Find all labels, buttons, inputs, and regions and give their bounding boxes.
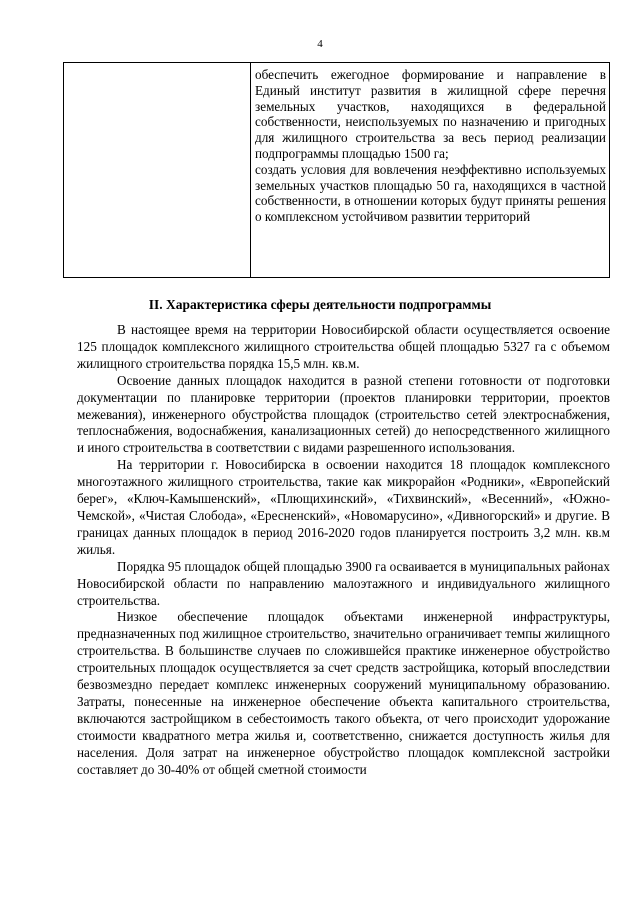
body-paragraph: Низкое обеспечение площадок объектами инженерной инфраструктуры, предназначенных под жилищное строительство, значительно ограничивает темпы жилищного строительства. В большинстве случаев по сложившейся практике инженерное обустройство строительных площадок осуществляется за счет средств застройщика, который впоследствии безвозмездно передает комплекс инженерных сооружений муниципальному образованию. Затраты, понесенные на инженерное обеспечение объекта капитального строительства, включаются застройщиком в себестоимость такого объекта, от чего происходит удорожание стоимости квадратного метра жилья и, соответственно, снижается доступность жилья для населения. Доля затрат на инженерное обустройство площадок комплексной застройки составляет до 30-40% от общей сметной стоимости	[77, 609, 610, 777]
table-cell-paragraph: создать условия для вовлечения неэффективно используемых земельных участков площадью 50 га, находящихся в частной собственности, в отношении которых будут приняты решения о комплексном устойчивом развитии территорий	[255, 161, 606, 225]
table-cell-right	[251, 63, 610, 278]
page-number: 4	[317, 38, 323, 50]
table-cell-text	[251, 63, 609, 225]
section-heading: II. Характеристика сферы деятельности подпрограммы	[148, 297, 492, 312]
body-paragraph: Освоение данных площадок находится в разной степени готовности от подготовки документации по планировке территории (проектов планировки территории, проектов межевания), инженерного обустройства площадок (строительство сетей электроснабжения, теплоснабжения, водоснабжения, канализационных сетей) до непосредственного жилищного и иного строительства в соответствии с видами разрешенного использования.	[77, 372, 610, 456]
table-row	[64, 63, 610, 278]
body-paragraph: Порядка 95 площадок общей площадью 3900 га осваивается в муниципальных районах Новосибирской области по направлению малоэтажного и индивидуального жилищного строительства.	[77, 558, 610, 608]
table-cell-paragraph: обеспечить ежегодное формирование и направление в Единый институт развития в жилищной сфере перечня земельных участков, находящихся в федеральной собственности, неиспользуемых по назначению и пригодных для жилищного строительства за весь период реализации подпрограммы площадью 1500 га;	[255, 67, 606, 161]
continuation-table	[63, 62, 610, 278]
body-paragraph: В настоящее время на территории Новосибирской области осуществляется освоение 125 площадок комплексного жилищного строительства общей площадью 5327 га с объемом жилищного строительства порядка 15,5 млн. кв.м.	[77, 322, 610, 371]
section-body	[77, 322, 610, 778]
body-paragraph: На территории г. Новосибирска в освоении находится 18 площадок комплексного многоэтажного жилищного строительства, такие как микрорайон «Родники», «Европейский берег», «Ключ-Камышенский», «Плющихинский», «Тихвинский», «Весенний», «Южно-Чемской», «Чистая Слобода», «Ересненский», «Новомарусино», «Дивногорский» и другие. В границах данных площадок в период 2016-2020 годов планируется построить 3,2 млн. кв.м жилья.	[77, 457, 610, 557]
table-cell-left	[64, 63, 251, 278]
